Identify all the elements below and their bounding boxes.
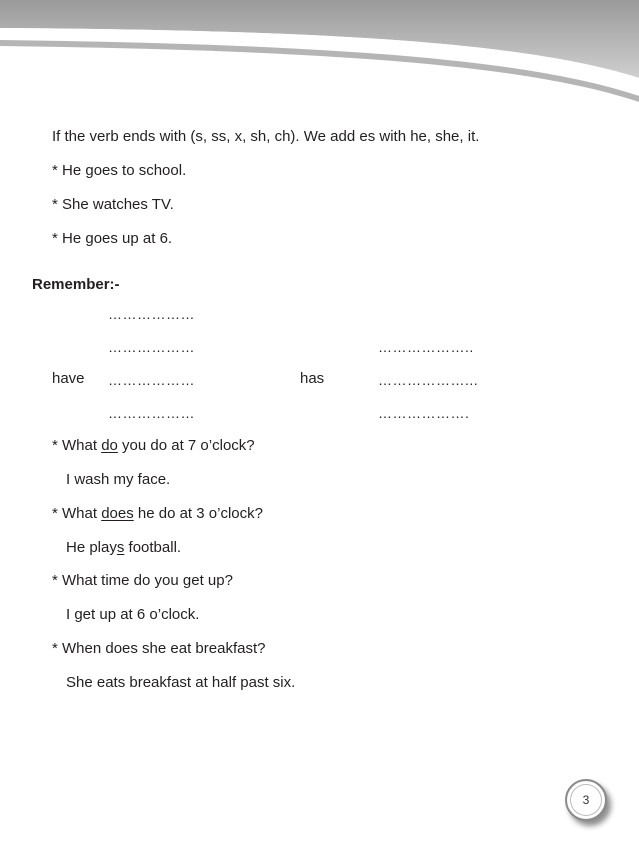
has-label: has [300, 370, 325, 387]
question-line: * What time do you get up? [52, 572, 233, 589]
underlined-letter: s [116, 539, 125, 556]
answer-line: I wash my face. [66, 471, 171, 488]
example-line: * He goes up at 6. [52, 230, 173, 247]
header-swoosh-decoration [0, 0, 639, 110]
example-line: * She watches TV. [52, 196, 174, 213]
underlined-word: does [101, 505, 134, 522]
blank-line: ……………… [108, 339, 195, 355]
example-line: * He goes to school. [52, 162, 187, 179]
blank-line: ……………… [108, 306, 195, 322]
underlined-word: do [101, 437, 118, 454]
question-line: * When does she eat breakfast? [52, 640, 266, 657]
blank-line: ……………… [108, 405, 195, 421]
have-label: have [52, 370, 85, 387]
blank-line: ………………... [378, 372, 479, 388]
answer-line: He plays football. [66, 539, 182, 556]
answer-line: I get up at 6 o’clock. [66, 606, 200, 623]
blank-line: ………………. [378, 405, 470, 421]
question-line: * What do you do at 7 o’clock? [52, 437, 255, 454]
page-number-badge [565, 779, 607, 821]
remember-heading: Remember:- [32, 276, 120, 293]
rule-text: If the verb ends with (s, ss, x, sh, ch). We add es with he, she, it. [52, 128, 480, 145]
question-line: * What does he do at 3 o’clock? [52, 505, 263, 522]
blank-line: ……………… [108, 372, 195, 388]
answer-line: She eats breakfast at half past six. [66, 674, 296, 691]
blank-line: ……………….. [378, 339, 474, 355]
page-number: 3 [582, 793, 590, 807]
